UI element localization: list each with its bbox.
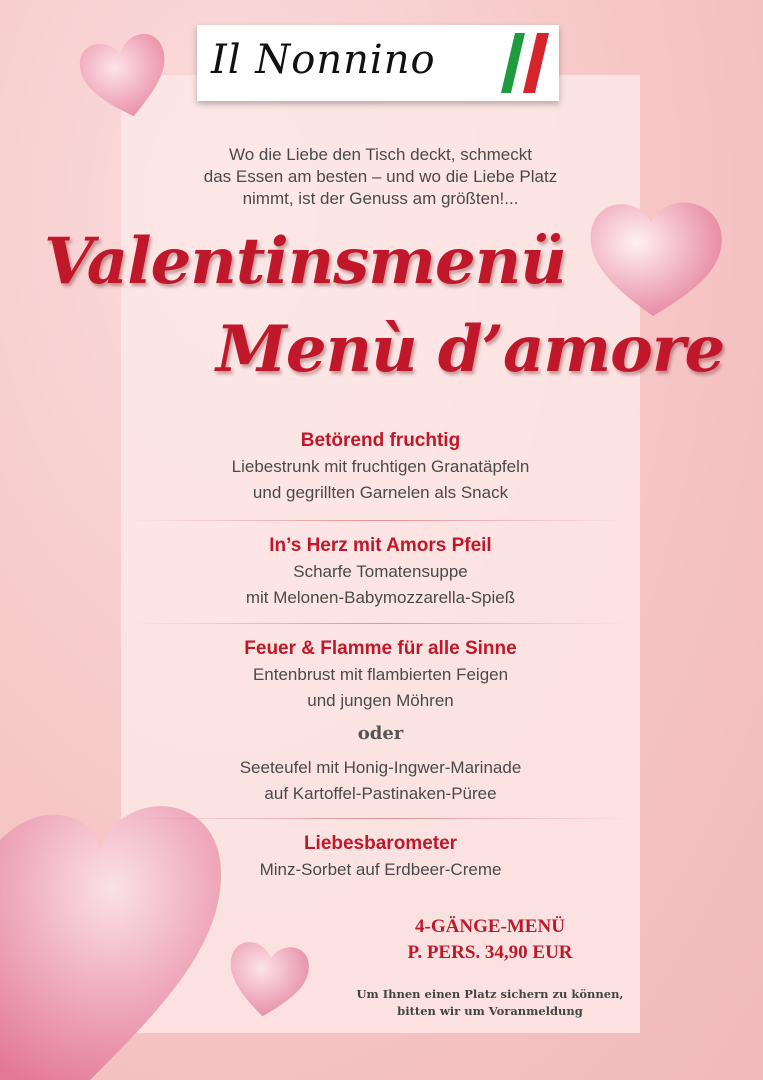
course-desc-1: Entenbrust mit flambierten Feigen — [252, 665, 509, 684]
note-line-1: Um Ihnen einen Platz sichern zu können, — [356, 987, 624, 1001]
course-title: In’s Herz mit Amors Pfeil — [269, 535, 492, 556]
course-desc-1: Minz-Sorbet auf Erdbeer-Creme — [259, 860, 502, 879]
intro-line-3: nimmt, ist der Genuss am größten!... — [242, 189, 519, 208]
course-2 — [121, 533, 640, 611]
intro-line-2: das Essen am besten – und wo die Liebe Platz — [203, 167, 558, 186]
title-menu-damore: Menù d’amore — [216, 312, 725, 387]
brand-name: Il Nonnino — [211, 37, 436, 83]
course-3 — [121, 636, 640, 714]
course-desc-2: und gegrillten Garnelen als Snack — [252, 483, 509, 502]
price-per-person: P. PERS. 34,90 EUR — [407, 942, 573, 963]
divider — [130, 623, 630, 624]
heart-top-left-icon — [75, 25, 175, 125]
course-3-alternative — [121, 755, 640, 807]
course-title: Liebesbarometer — [303, 833, 458, 854]
course-alt-2: auf Kartoffel-Pastinaken-Püree — [264, 784, 497, 803]
course-desc-2: mit Melonen-Babymozzarella-Spieß — [245, 588, 516, 607]
divider — [130, 818, 630, 819]
heart-bottom-small-icon — [222, 932, 314, 1024]
note-line-2: bitten wir um Voranmeldung — [397, 1004, 583, 1018]
course-desc-1: Liebestrunk mit fruchtigen Granatäpfeln — [231, 457, 530, 476]
intro-line-1: Wo die Liebe den Tisch deckt, schmeckt — [228, 145, 532, 164]
course-4 — [121, 831, 640, 883]
heart-bottom-left-icon — [0, 780, 230, 1080]
divider — [130, 520, 630, 521]
alternative-label: oder — [357, 723, 404, 744]
italian-flag-icon — [501, 33, 549, 93]
course-title: Betörend fruchtig — [300, 430, 461, 451]
course-desc-1: Scharfe Tomatensuppe — [293, 562, 468, 581]
course-alt-1: Seeteufel mit Honig-Ingwer-Marinade — [239, 758, 522, 777]
course-desc-2: und jungen Möhren — [307, 691, 454, 710]
logo-box — [197, 25, 559, 101]
course-title: Feuer & Flamme für alle Sinne — [244, 638, 517, 659]
title-valentinsmenue: Valentinsmenü — [44, 224, 566, 299]
reservation-note — [320, 986, 660, 1020]
price-block — [340, 914, 640, 966]
price-menu-label: 4-GÄNGE-MENÜ — [415, 916, 565, 937]
course-1 — [121, 428, 640, 506]
intro-text — [121, 144, 640, 210]
